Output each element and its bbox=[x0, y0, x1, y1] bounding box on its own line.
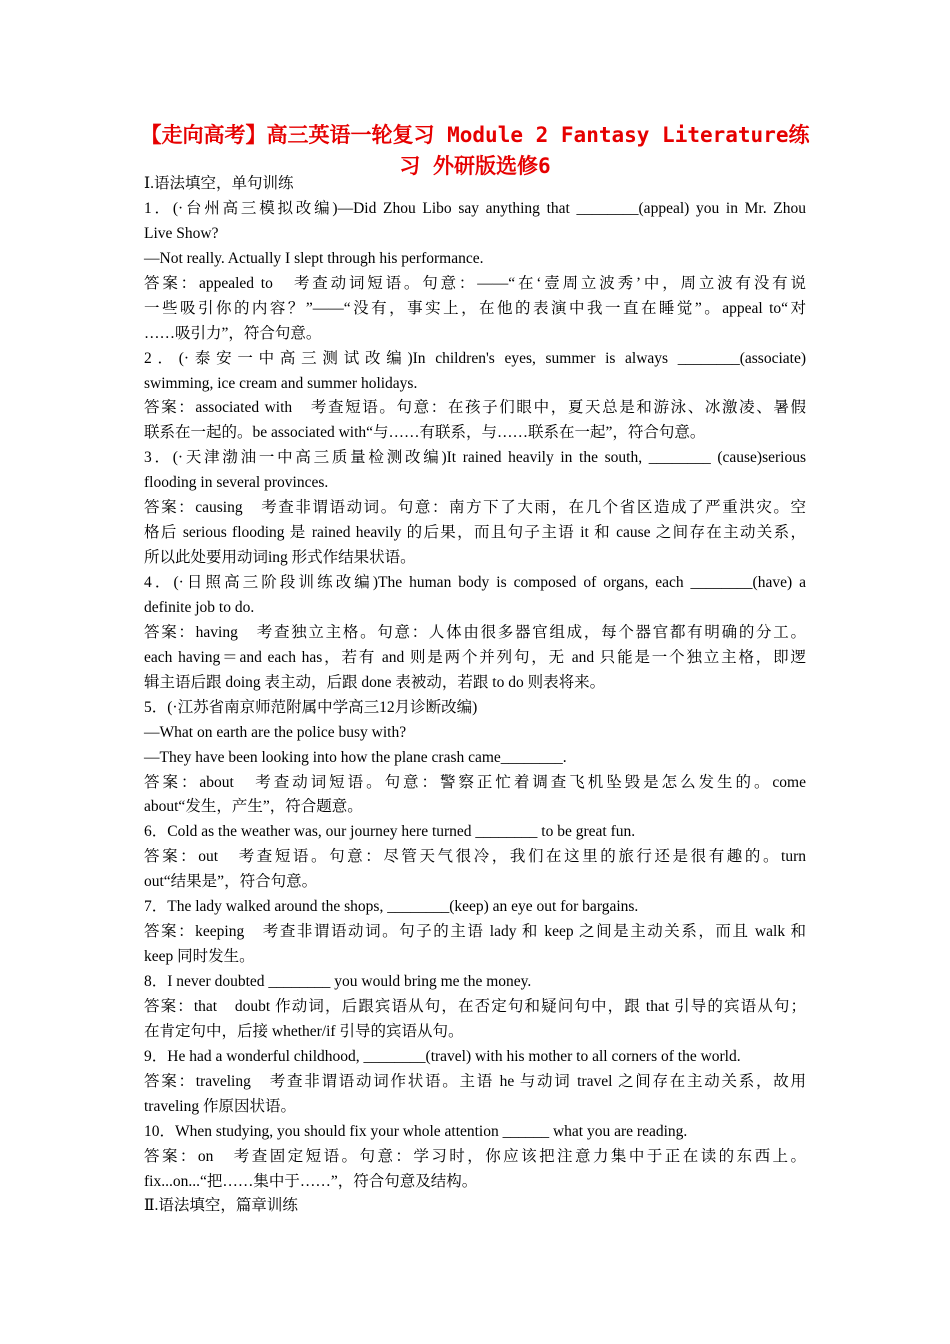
text-line: 在肯定句中，后接 whether/if 引导的宾语从句。 bbox=[144, 1022, 464, 1040]
text-line: 答案：that doubt 作动词，后跟宾语从句，在否定句和疑问句中，跟 that 引导的宾语从句； bbox=[144, 997, 806, 1015]
text-line: 辑主语后跟 doing 表主动，后跟 done 表被动，若跟 to do 则表将来。 bbox=[144, 673, 606, 691]
text-line: —Not really. Actually I slept through his performance. bbox=[144, 249, 484, 267]
text-line: Ⅱ.语法填空，篇章训练 bbox=[144, 1197, 298, 1215]
text-line: Live Show? bbox=[144, 224, 219, 242]
text-line: 一些吸引你的内容？”——“没有，事实上，在他的表演中我一直在睡觉”。appeal to“对 bbox=[144, 299, 806, 317]
text-line: 答案：on 考查固定短语。句意：学习时，你应该把注意力集中于正在读的东西上。 bbox=[144, 1147, 806, 1165]
text-line: —They have been looking into how the plane crash came________. bbox=[144, 748, 567, 766]
text-line: traveling 作原因状语。 bbox=[144, 1097, 296, 1115]
text-line: fix...on...“把……集中于……”，符合句意及结构。 bbox=[144, 1172, 478, 1190]
document-body bbox=[144, 172, 806, 1219]
title-line-2: 习 外研版选修6 bbox=[399, 154, 551, 178]
text-line: 答案：associated with 考查短语。句意：在孩子们眼中，夏天总是和游泳、冰激凌、暑假 bbox=[144, 399, 806, 417]
title-line-1: 【走向高考】高三英语一轮复习 Module 2 Fantasy Literature练 bbox=[140, 123, 810, 147]
text-line: 1．(·台州高三模拟改编)—Did Zhou Libo say anything that ________(appeal) you in Mr. Zhou bbox=[144, 199, 806, 217]
text-line: 5．(·江苏省南京师范附属中学高三12月诊断改编) bbox=[144, 698, 478, 716]
text-line: flooding in several provinces. bbox=[144, 474, 329, 492]
text-line: 答案：causing 考查非谓语动词。句意：南方下了大雨，在几个省区造成了严重洪灾。空 bbox=[144, 499, 806, 517]
text-line: 答案：appealed to 考查动词短语。句意：——“在‘壹周立波秀’中，周立波有没有说 bbox=[144, 274, 806, 292]
text-line: 8．I never doubted ________ you would bring me the money. bbox=[144, 973, 532, 990]
text-line: 4．(·日照高三阶段训练改编)The human body is composed of organs, each ________(have) a bbox=[144, 574, 806, 591]
text-line: out“结果是”，符合句意。 bbox=[144, 873, 318, 891]
text-line: 所以此处要用动词ing 形式作结果状语。 bbox=[144, 549, 416, 567]
text-line: ……吸引力”，符合句意。 bbox=[144, 324, 322, 342]
text-line: 答案：about 考查动词短语。句意：警察正忙着调查飞机坠毁是怎么发生的。come bbox=[144, 773, 806, 791]
text-line: about“发生，产生”，符合题意。 bbox=[144, 798, 363, 816]
text-line: 答案：traveling 考查非谓语动词作状语。主语 he 与动词 travel 之间存在主动关系，故用 bbox=[144, 1072, 806, 1090]
text-line: definite job to do. bbox=[144, 598, 255, 616]
text-line: 6．Cold as the weather was, our journey here turned ________ to be great fun. bbox=[144, 823, 636, 841]
text-line: 2．(·泰安一中高三测试改编)In children's eyes, summer is always ________(associate) bbox=[144, 349, 806, 367]
text-line: 10．When studying, you should fix your whole attention ______ what you are reading. bbox=[144, 1122, 688, 1140]
text-line: 答案：keeping 考查非谓语动词。句子的主语 lady 和 keep 之间是主动关系，而且 walk 和 bbox=[144, 923, 806, 941]
text-line: swimming, ice cream and summer holidays. bbox=[144, 374, 418, 392]
text-line: —What on earth are the police busy with? bbox=[144, 723, 407, 741]
text-line: 9．He had a wonderful childhood, ________(travel) with his mother to all corners of the world. bbox=[144, 1047, 741, 1065]
text-line: each having＝and each has，若有 and 则是两个并列句，无 and 只能是一个独立主格，即逻 bbox=[144, 648, 806, 666]
text-line: keep 同时发生。 bbox=[144, 948, 255, 966]
text-line: Ⅰ.语法填空，单句训练 bbox=[144, 175, 294, 192]
text-line: 7．The lady walked around the shops, ________(keep) an eye out for bargains. bbox=[144, 898, 639, 916]
text-line: 联系在一起的。be associated with“与……有联系，与……联系在一起”，符合句意。 bbox=[144, 424, 706, 442]
text-line: 格后 serious flooding 是 rained heavily 的后果，而且句子主语 it 和 cause 之间存在主动关系， bbox=[144, 524, 806, 542]
text-line: 答案：out 考查短语。句意：尽管天气很冷，我们在这里的旅行还是很有趣的。turn bbox=[144, 848, 806, 866]
text-line: 3．(·天津渤油一中高三质量检测改编)It rained heavily in the south, ________ (cause)serious bbox=[144, 449, 806, 467]
text-line: 答案：having 考查独立主格。句意：人体由很多器官组成，每个器官都有明确的分工。 bbox=[144, 623, 806, 641]
